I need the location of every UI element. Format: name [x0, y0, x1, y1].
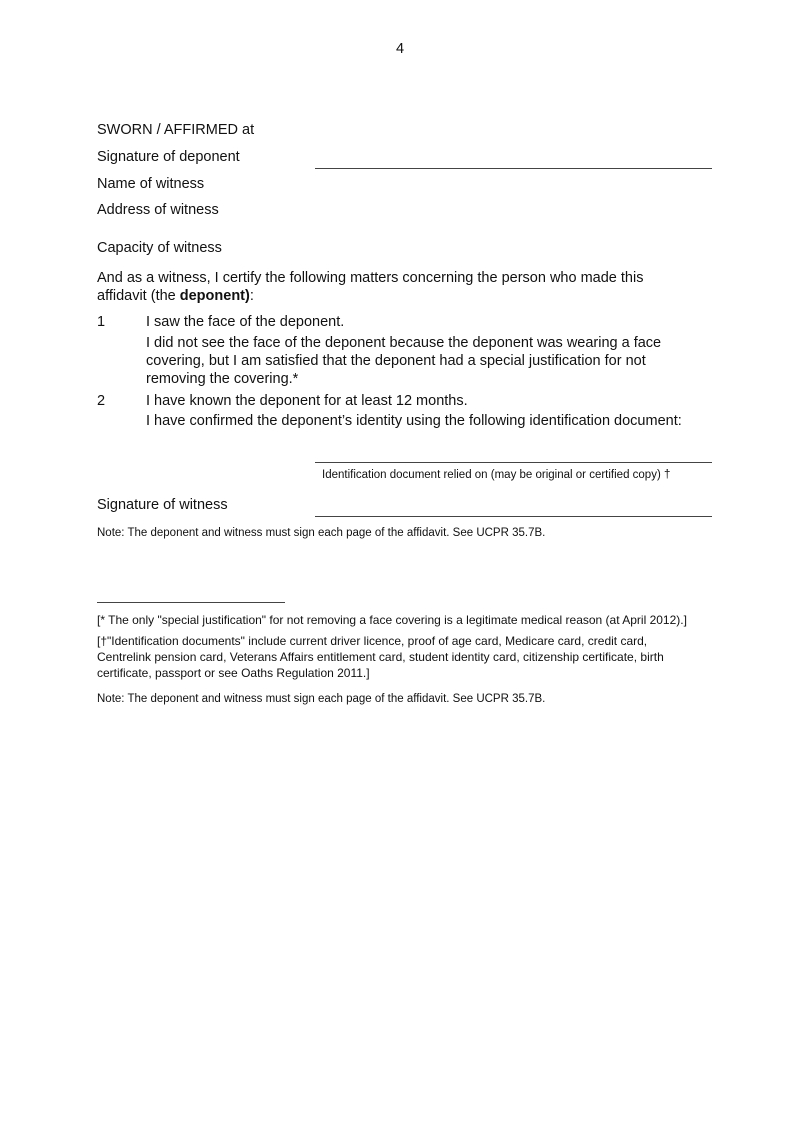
certification-intro	[97, 269, 697, 305]
item-number-1: 1	[97, 314, 106, 330]
item-1-option-a: I saw the face of the deponent.	[146, 314, 345, 330]
id-document-line[interactable]	[315, 462, 712, 463]
witness-capacity-label: Capacity of witness	[97, 240, 222, 256]
witness-address-label: Address of witness	[97, 202, 219, 218]
item-2-option-b: I have confirmed the deponent’s identity using the following identification document:	[146, 413, 682, 429]
footnote-rule	[97, 602, 285, 603]
note-top: Note: The deponent and witness must sign each page of the affidavit. See UCPR 35.7B.	[97, 527, 546, 539]
page-number: 4	[395, 41, 405, 57]
sworn-affirmed-label: SWORN / AFFIRMED at	[97, 122, 255, 138]
item-number-2: 2	[97, 393, 106, 409]
signature-witness-label: Signature of witness	[97, 497, 228, 513]
signature-deponent-label: Signature of deponent	[97, 149, 240, 165]
signature-deponent-line[interactable]	[315, 168, 712, 169]
footnote-2: [†"Identification documents" include current driver licence, proof of age card, Medicare card, credit card, Centrelink pension card, Veterans Affairs entitlement card, student identity card, citizenship certificate, birth certificate, passport or see Oaths Regulation 2011.]	[97, 634, 664, 680]
witness-name-label: Name of witness	[97, 176, 205, 192]
id-document-caption: Identification document relied on (may be original or certified copy) †	[322, 469, 671, 481]
note-bottom: Note: The deponent and witness must sign each page of the affidavit. See UCPR 35.7B.	[97, 693, 546, 705]
signature-witness-line[interactable]	[315, 516, 712, 517]
item-1-option-b: I did not see the face of the deponent because the deponent was wearing a face covering, but I am satisfied that the deponent had a special justification for not removing the covering.*	[146, 335, 662, 387]
footnote-1: [* The only "special justification" for not removing a face covering is a legitimate medical reason (at April 2012).]	[97, 613, 687, 627]
certification-intro-bold: deponent)	[179, 288, 250, 304]
item-2-option-a: I have known the deponent for at least 12 months.	[146, 393, 468, 409]
certification-intro-end: :	[249, 288, 254, 304]
certification-intro-start: And as a witness, I certify the following matters concerning the person who made this affidavit (the	[97, 270, 644, 304]
